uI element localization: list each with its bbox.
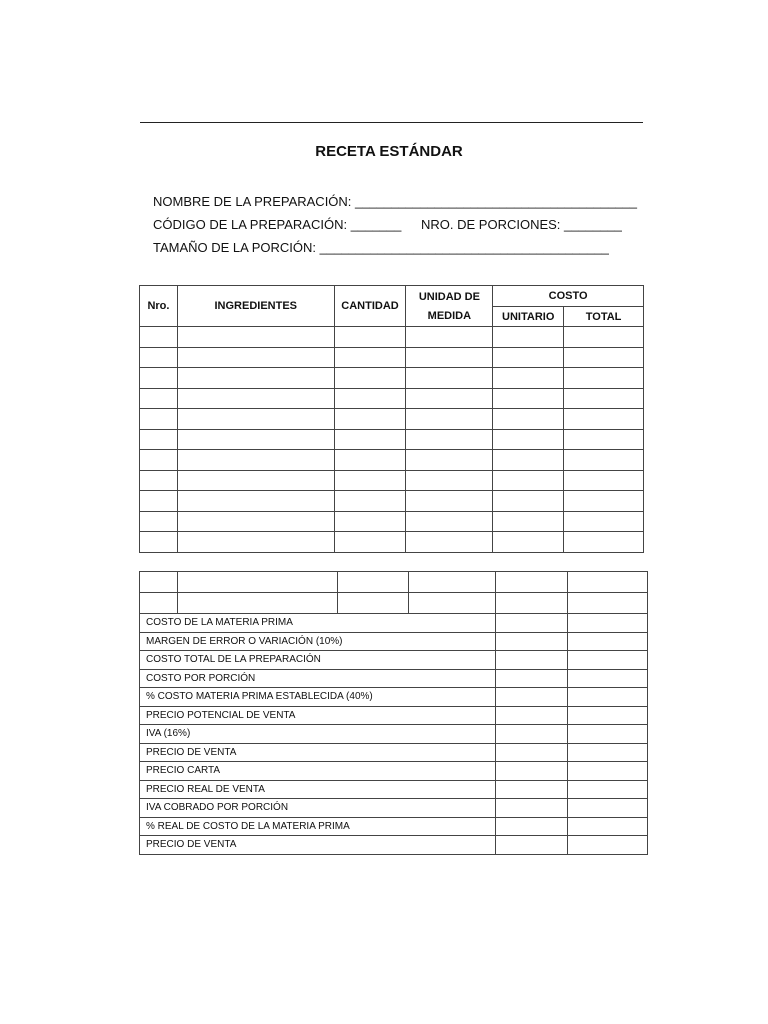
ingredient-cell[interactable] [493, 470, 564, 491]
ingredient-cell[interactable] [140, 532, 178, 553]
ingredient-row [140, 470, 644, 491]
ingredient-cell[interactable] [406, 470, 493, 491]
ingredient-cell[interactable] [334, 511, 406, 532]
ingredient-cell[interactable] [140, 327, 178, 348]
summary-row [140, 688, 648, 707]
ingredient-row [140, 347, 644, 368]
ingredient-cell[interactable] [564, 368, 644, 389]
ingredient-cell[interactable] [493, 511, 564, 532]
ingredient-row [140, 491, 644, 512]
ingredient-row [140, 450, 644, 471]
ingredient-cell[interactable] [334, 491, 406, 512]
summary-label: MARGEN DE ERROR O VARIACIÓN (10%) [140, 632, 496, 651]
ingredient-cell[interactable] [406, 409, 493, 430]
ingredient-cell[interactable] [406, 429, 493, 450]
summary-total-cell[interactable] [568, 799, 648, 818]
header-nro: Nro. [140, 286, 178, 327]
summary-total-cell[interactable] [568, 817, 648, 836]
ingredient-cell[interactable] [493, 388, 564, 409]
summary-row [140, 780, 648, 799]
ingredient-cell[interactable] [140, 388, 178, 409]
ingredient-cell[interactable] [568, 572, 648, 593]
summary-row [140, 799, 648, 818]
summary-row [140, 762, 648, 781]
summary-row [140, 632, 648, 651]
ingredient-cell[interactable] [337, 572, 409, 593]
field-porciones: NRO. DE PORCIONES: ________ [421, 217, 622, 232]
summary-row [140, 836, 648, 855]
summary-total-cell[interactable] [568, 725, 648, 744]
summary-row [140, 743, 648, 762]
ingredient-cell[interactable] [334, 450, 406, 471]
summary-row [140, 669, 648, 688]
ingredient-cell[interactable] [140, 491, 178, 512]
header-unidad [406, 286, 493, 327]
header-ingredientes: INGREDIENTES [177, 286, 334, 327]
ingredient-row [140, 593, 648, 614]
ingredient-cell[interactable] [564, 327, 644, 348]
ingredient-cell[interactable] [334, 388, 406, 409]
ingredient-row [140, 572, 648, 593]
ingredient-cell[interactable] [493, 409, 564, 430]
summary-unitario-cell[interactable] [496, 669, 568, 688]
summary-unitario-cell[interactable] [496, 836, 568, 855]
summary-total-cell[interactable] [568, 688, 648, 707]
ingredient-cell[interactable] [177, 327, 334, 348]
ingredient-row [140, 511, 644, 532]
ingredient-row [140, 388, 644, 409]
ingredient-cell[interactable] [564, 470, 644, 491]
summary-label: PRECIO DE VENTA [140, 743, 496, 762]
summary-label: PRECIO CARTA [140, 762, 496, 781]
ingredient-cell[interactable] [564, 388, 644, 409]
summary-row [140, 614, 648, 633]
ingredient-cell[interactable] [334, 532, 406, 553]
ingredient-cell[interactable] [140, 429, 178, 450]
summary-label: COSTO POR PORCIÓN [140, 669, 496, 688]
summary-label: % REAL DE COSTO DE LA MATERIA PRIMA [140, 817, 496, 836]
summary-label: IVA (16%) [140, 725, 496, 744]
summary-unitario-cell[interactable] [496, 799, 568, 818]
ingredient-cell[interactable] [334, 327, 406, 348]
summary-unitario-cell[interactable] [496, 651, 568, 670]
summary-row [140, 725, 648, 744]
ingredient-cell[interactable] [409, 572, 496, 593]
summary-total-cell[interactable] [568, 762, 648, 781]
ingredient-cell[interactable] [564, 409, 644, 430]
summary-total-cell[interactable] [568, 614, 648, 633]
ingredient-cell[interactable] [564, 491, 644, 512]
summary-label: PRECIO DE VENTA [140, 836, 496, 855]
summary-total-cell[interactable] [568, 632, 648, 651]
ingredient-cell[interactable] [564, 429, 644, 450]
summary-unitario-cell[interactable] [496, 780, 568, 799]
ingredient-cell[interactable] [564, 511, 644, 532]
cost-summary-table [139, 571, 648, 855]
ingredient-cell[interactable] [406, 491, 493, 512]
ingredient-cell[interactable] [564, 450, 644, 471]
ingredient-cell[interactable] [337, 593, 409, 614]
summary-unitario-cell[interactable] [496, 743, 568, 762]
ingredient-cell[interactable] [496, 572, 568, 593]
ingredient-cell[interactable] [493, 491, 564, 512]
ingredient-cell[interactable] [177, 429, 334, 450]
ingredient-cell[interactable] [564, 347, 644, 368]
ingredient-cell[interactable] [493, 347, 564, 368]
field-codigo: CÓDIGO DE LA PREPARACIÓN: _______ [153, 217, 402, 232]
summary-unitario-cell[interactable] [496, 688, 568, 707]
summary-total-cell[interactable] [568, 669, 648, 688]
ingredient-cell[interactable] [406, 327, 493, 348]
ingredient-cell[interactable] [177, 470, 334, 491]
summary-label: COSTO DE LA MATERIA PRIMA [140, 614, 496, 633]
ingredient-cell[interactable] [334, 429, 406, 450]
summary-label: IVA COBRADO POR PORCIÓN [140, 799, 496, 818]
ingredient-row [140, 409, 644, 430]
summary-total-cell[interactable] [568, 780, 648, 799]
summary-unitario-cell[interactable] [496, 706, 568, 725]
summary-label: COSTO TOTAL DE LA PREPARACIÓN [140, 651, 496, 670]
ingredient-cell[interactable] [493, 368, 564, 389]
summary-total-cell[interactable] [568, 743, 648, 762]
ingredients-table [139, 285, 644, 553]
ingredient-cell[interactable] [493, 532, 564, 553]
summary-label: % COSTO MATERIA PRIMA ESTABLECIDA (40%) [140, 688, 496, 707]
ingredient-cell[interactable] [406, 368, 493, 389]
ingredient-row [140, 368, 644, 389]
ingredient-cell[interactable] [334, 470, 406, 491]
ingredient-cell[interactable] [140, 511, 178, 532]
ingredient-cell[interactable] [140, 368, 178, 389]
summary-row [140, 706, 648, 725]
ingredient-cell[interactable] [177, 511, 334, 532]
top-rule [140, 122, 643, 123]
summary-unitario-cell[interactable] [496, 632, 568, 651]
ingredient-cell[interactable] [564, 532, 644, 553]
ingredient-cell[interactable] [493, 327, 564, 348]
field-tamano: TAMAÑO DE LA PORCIÓN: ________________________________________ [153, 240, 609, 255]
ingredient-cell[interactable] [568, 593, 648, 614]
ingredient-cell[interactable] [177, 593, 337, 614]
summary-unitario-cell[interactable] [496, 614, 568, 633]
ingredient-cell[interactable] [409, 593, 496, 614]
header-unitario: UNITARIO [493, 307, 564, 327]
ingredient-cell[interactable] [334, 409, 406, 430]
ingredient-cell[interactable] [334, 368, 406, 389]
page-title: RECETA ESTÁNDAR [315, 143, 463, 160]
ingredient-cell[interactable] [177, 532, 334, 553]
ingredient-cell[interactable] [140, 347, 178, 368]
summary-label: PRECIO POTENCIAL DE VENTA [140, 706, 496, 725]
ingredient-cell[interactable] [177, 491, 334, 512]
ingredient-row [140, 532, 644, 553]
summary-label: PRECIO REAL DE VENTA [140, 780, 496, 799]
ingredient-cell[interactable] [334, 347, 406, 368]
header-total: TOTAL [564, 307, 644, 327]
ingredient-row [140, 327, 644, 348]
ingredient-cell[interactable] [177, 409, 334, 430]
ingredient-cell[interactable] [177, 347, 334, 368]
summary-total-cell[interactable] [568, 651, 648, 670]
ingredient-cell[interactable] [177, 450, 334, 471]
header-unidad-line2: MEDIDA [427, 309, 472, 322]
ingredient-cell[interactable] [406, 532, 493, 553]
ingredient-cell[interactable] [177, 388, 334, 409]
header-costo: COSTO [493, 286, 644, 307]
ingredient-cell[interactable] [493, 429, 564, 450]
ingredient-cell[interactable] [140, 572, 178, 593]
ingredient-cell[interactable] [493, 450, 564, 471]
summary-row [140, 651, 648, 670]
header-unidad-line1: UNIDAD DE [418, 290, 480, 303]
summary-total-cell[interactable] [568, 836, 648, 855]
summary-row [140, 817, 648, 836]
ingredient-cell[interactable] [177, 368, 334, 389]
ingredient-cell[interactable] [406, 511, 493, 532]
ingredient-cell[interactable] [140, 450, 178, 471]
ingredient-cell[interactable] [496, 593, 568, 614]
ingredient-cell[interactable] [140, 409, 178, 430]
summary-unitario-cell[interactable] [496, 725, 568, 744]
summary-unitario-cell[interactable] [496, 762, 568, 781]
header-cantidad: CANTIDAD [334, 286, 406, 327]
summary-total-cell[interactable] [568, 706, 648, 725]
ingredient-cell[interactable] [406, 388, 493, 409]
ingredient-cell[interactable] [140, 470, 178, 491]
field-nombre: NOMBRE DE LA PREPARACIÓN: _______________________________________ [153, 194, 637, 209]
ingredient-row [140, 429, 644, 450]
ingredient-cell[interactable] [406, 347, 493, 368]
ingredient-cell[interactable] [177, 572, 337, 593]
ingredient-cell[interactable] [140, 593, 178, 614]
summary-unitario-cell[interactable] [496, 817, 568, 836]
ingredient-cell[interactable] [406, 450, 493, 471]
